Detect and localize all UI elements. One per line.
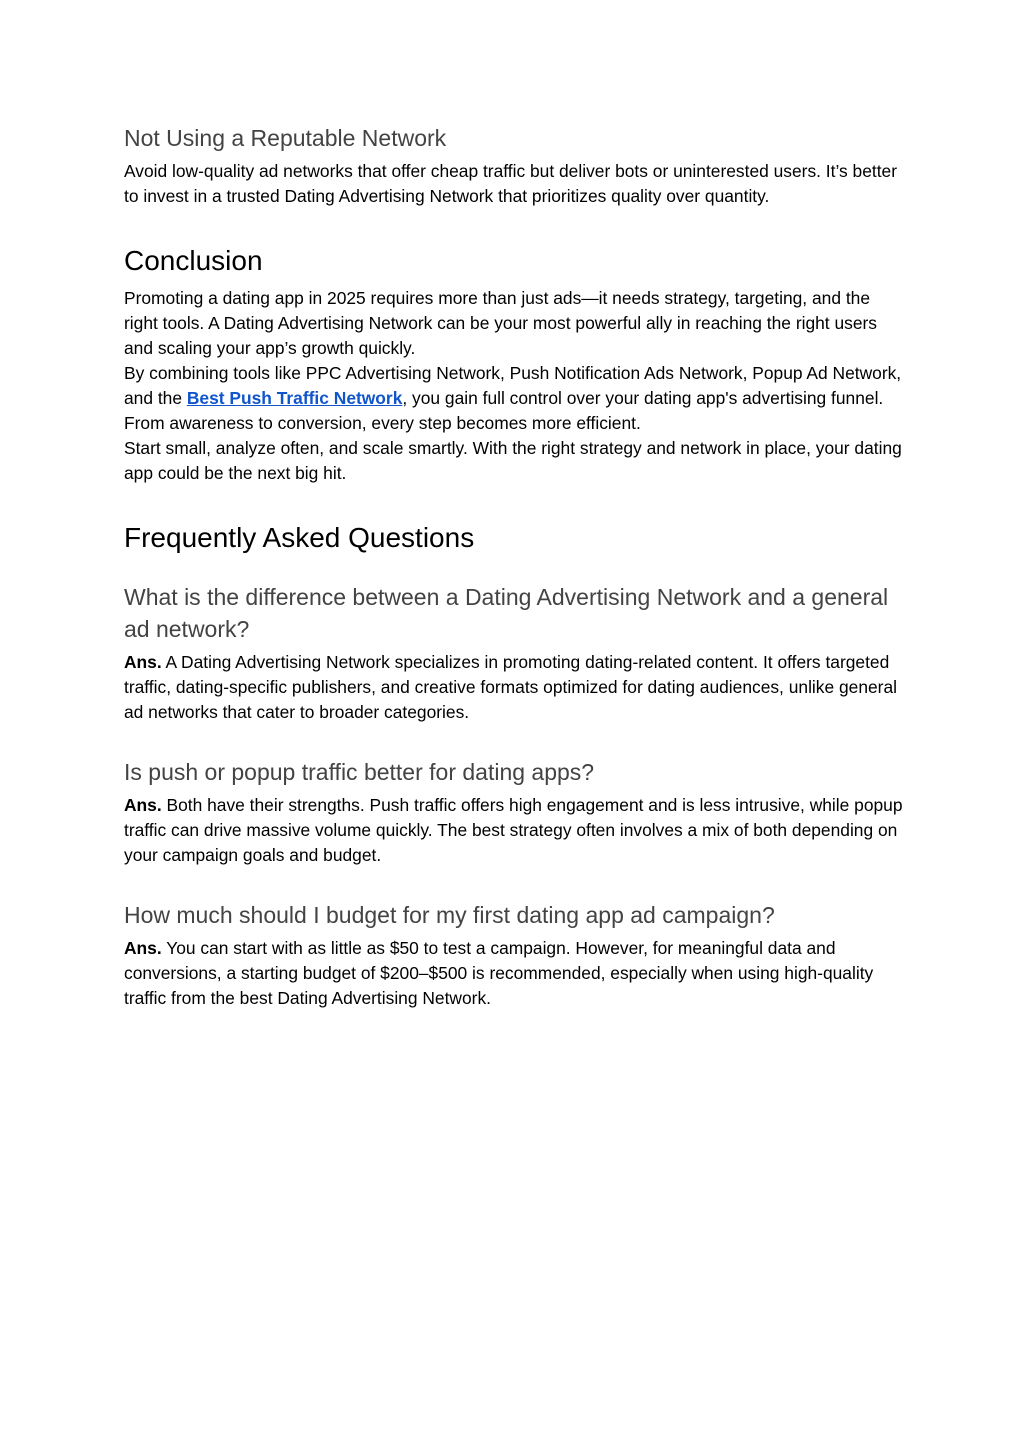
section-heading: Conclusion: [124, 245, 263, 276]
paragraph: Promoting a dating app in 2025 requires more than just ads—it needs strategy, targeting, and the right tools. A Dating Advertising Network can be your most powerful ally in reaching the right users and scaling your app’s growth quickly.: [124, 288, 878, 358]
answer-text: You can start with as little as $50 to test a campaign. However, for meaningful data and conversions, a starting budget of $200–$500 is recommended, especially when using high-quality traffic from the best Dating Advertising Network.: [124, 938, 874, 1008]
faq-question: How much should I budget for my first dating app ad campaign?: [124, 902, 775, 928]
faq-item: [124, 756, 904, 868]
answer-text: Both have their strengths. Push traffic offers high engagement and is less intrusive, while popup traffic can drive massive volume quickly. The best strategy often involves a mix of both depending on your campaign goals and budget.: [124, 795, 903, 865]
faq-question: Is push or popup traffic better for dating apps?: [124, 759, 595, 785]
paragraph: Start small, analyze often, and scale smartly. With the right strategy and network in place, your dating app could be the next big hit.: [124, 438, 902, 483]
section-heading: Frequently Asked Questions: [124, 522, 475, 553]
ans-label: Ans.: [124, 795, 162, 815]
paragraph: Avoid low-quality ad networks that offer cheap traffic but deliver bots or uninterested users. It’s better to invest in a trusted Dating Advertising Network that prioritizes quality over quantity.: [124, 161, 898, 206]
faq-answer: [124, 793, 904, 868]
section-conclusion: [124, 243, 904, 486]
faq-answer: [124, 650, 904, 725]
ans-label: Ans.: [124, 652, 162, 672]
faq-answer: [124, 936, 904, 1011]
best-push-traffic-network-link[interactable]: Best Push Traffic Network: [186, 388, 403, 408]
text-span: By combining tools like PPC Advertising Network, Push Notification Ads Network, Popup Ad Network, and the: [124, 363, 902, 408]
faq-item: [124, 581, 904, 725]
ans-label: Ans.: [124, 938, 162, 958]
faq-item: [124, 899, 904, 1011]
section-heading: Not Using a Reputable Network: [124, 125, 447, 151]
paragraph: [124, 361, 904, 436]
section-reputable-network: [124, 122, 904, 209]
document-page: [124, 122, 904, 1011]
section-faq: [124, 520, 904, 1011]
text-span: , you gain full control over your dating app's advertising funnel. From awareness to conversion, every step becomes more efficient.: [124, 388, 884, 433]
faq-question: What is the difference between a Dating Advertising Network and a general ad network?: [124, 584, 889, 642]
answer-text: A Dating Advertising Network specializes in promoting dating-related content. It offers targeted traffic, dating-specific publishers, and creative formats optimized for dating audiences, unlike general ad networks that cater to broader categories.: [124, 652, 898, 722]
